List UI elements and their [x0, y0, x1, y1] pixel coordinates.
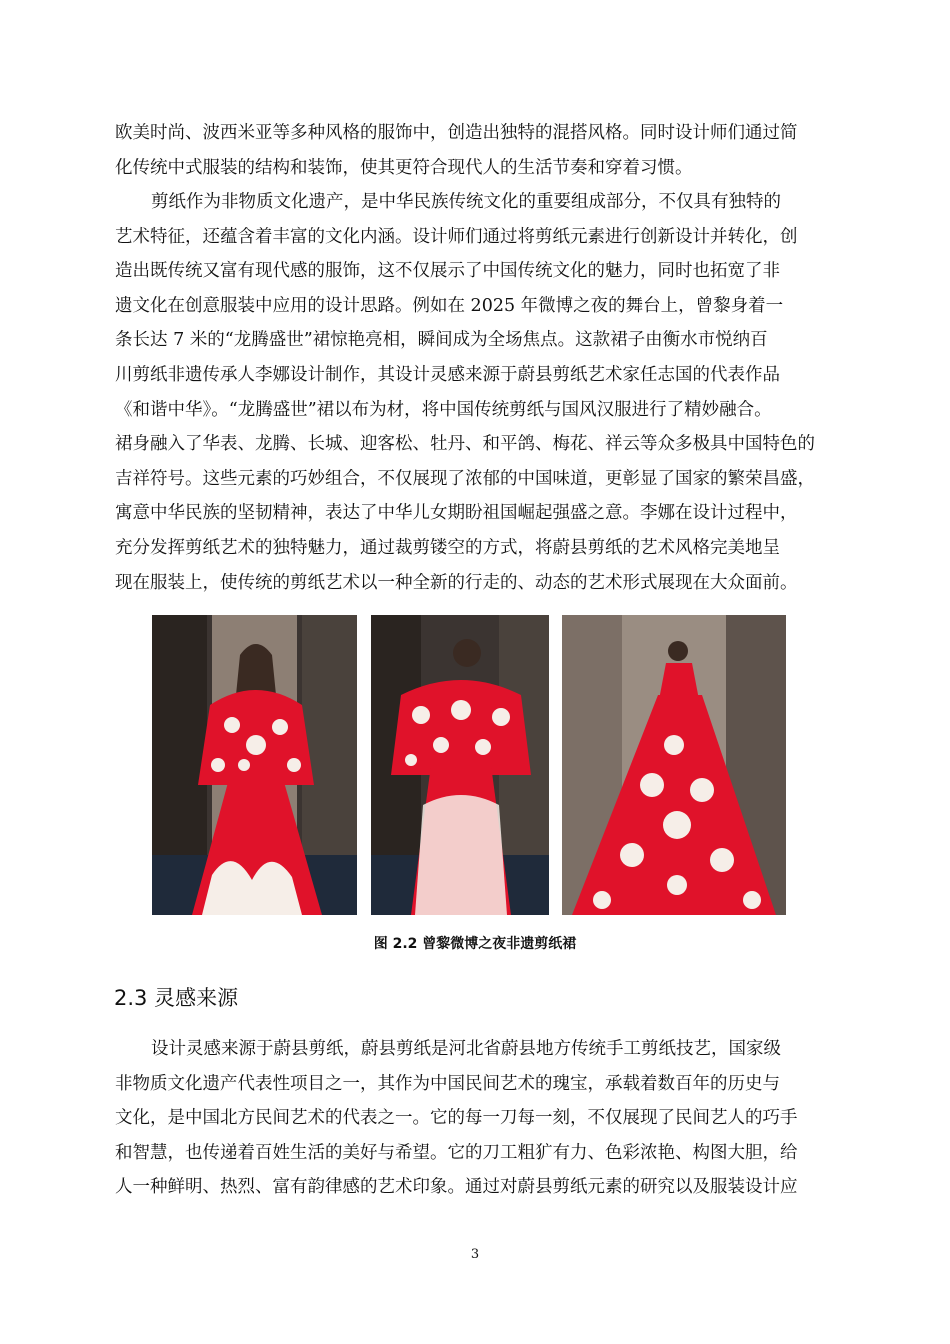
text-line: 艺术特征，还蕴含着丰富的文化内涵。设计师们通过将剪纸元素进行创新设计并转化，创 — [115, 226, 798, 247]
photo-train-view — [562, 615, 786, 915]
text-line: 欧美时尚、波西米亚等多种风格的服饰中，创造出独特的混搭风格。同时设计师们通过简 — [115, 123, 798, 143]
text-line: 剪纸作为非物质文化遗产，是中华民族传统文化的重要组成部分，不仅具有独特的 — [151, 192, 781, 212]
figure-caption: 图 2.2 曾黎微博之夜非遗剪纸裙 — [373, 936, 577, 952]
photo-back-view — [371, 615, 549, 915]
text-line: 文化，是中国北方民间艺术的代表之一。它的每一刀每一刻，不仅展现了民间艺人的巧手 — [115, 1108, 798, 1129]
text-line: 化传统中式服装的结构和装饰，使其更符合现代人的生活节奏和穿着习惯。 — [115, 157, 693, 178]
text-line: 寓意中华民族的坚韧精神，表达了中华儿女期盼祖国崛起强盛之意。李娜在设计过程中， — [115, 503, 798, 524]
text-line: 裙身融入了华表、龙腾、长城、迎客松、牡丹、和平鸽、梅花、祥云等众多极具中国特色的 — [115, 434, 815, 455]
text-line: 充分发挥剪纸艺术的独特魅力，通过裁剪镂空的方式，将蔚县剪纸的艺术风格完美地呈 — [115, 537, 780, 558]
text-line: 《和谐中华》。“龙腾盛世”裙以布为材，将中国传统剪纸与国风汉服进行了精妙融合。 — [115, 399, 772, 420]
text-line: 人一种鲜明、热烈、富有韵律感的艺术印象。通过对蔚县剪纸元素的研究以及服装设计应 — [115, 1177, 798, 1198]
text-line: 非物质文化遗产代表性项目之一，其作为中国民间艺术的瑰宝，承载着数百年的历史与 — [115, 1073, 780, 1094]
text-line: 吉祥符号。这些元素的巧妙组合，不仅展现了浓郁的中国味道，更彰显了国家的繁荣昌盛， — [115, 468, 815, 489]
text-line: 条长达 7 米的“龙腾盛世”裙惊艳亮相，瞬间成为全场焦点。这款裙子由衡水市悦纳百 — [115, 330, 768, 351]
figure-photos — [152, 615, 786, 915]
text-line: 川剪纸非遗传承人李娜设计制作，其设计灵感来源于蔚县剪纸艺术家任志国的代表作品 — [115, 364, 780, 385]
body-paragraph-2 — [115, 185, 837, 600]
text-line: 遗文化在创意服装中应用的设计思路。例如在 2025 年微博之夜的舞台上，曾黎身着一 — [115, 295, 784, 316]
section-heading: 2.3 灵感来源 — [114, 986, 239, 1010]
page-number: 3 — [470, 1247, 480, 1262]
text-line: 设计灵感来源于蔚县剪纸，蔚县剪纸是河北省蔚县地方传统手工剪纸技艺，国家级 — [151, 1039, 781, 1059]
body-paragraph-1 — [115, 116, 837, 185]
text-line: 现在服装上，使传统的剪纸艺术以一种全新的行走的、动态的艺术形式展现在大众面前。 — [115, 572, 798, 593]
text-line: 和智慧，也传递着百姓生活的美好与希望。它的刀工粗犷有力、色彩浓艳、构图大胆，给 — [115, 1142, 798, 1163]
text-line: 造出既传统又富有现代感的服饰，这不仅展示了中国传统文化的魅力，同时也拓宽了非 — [115, 261, 780, 282]
photo-front-view — [152, 615, 357, 915]
body-paragraph-3 — [115, 1032, 837, 1205]
